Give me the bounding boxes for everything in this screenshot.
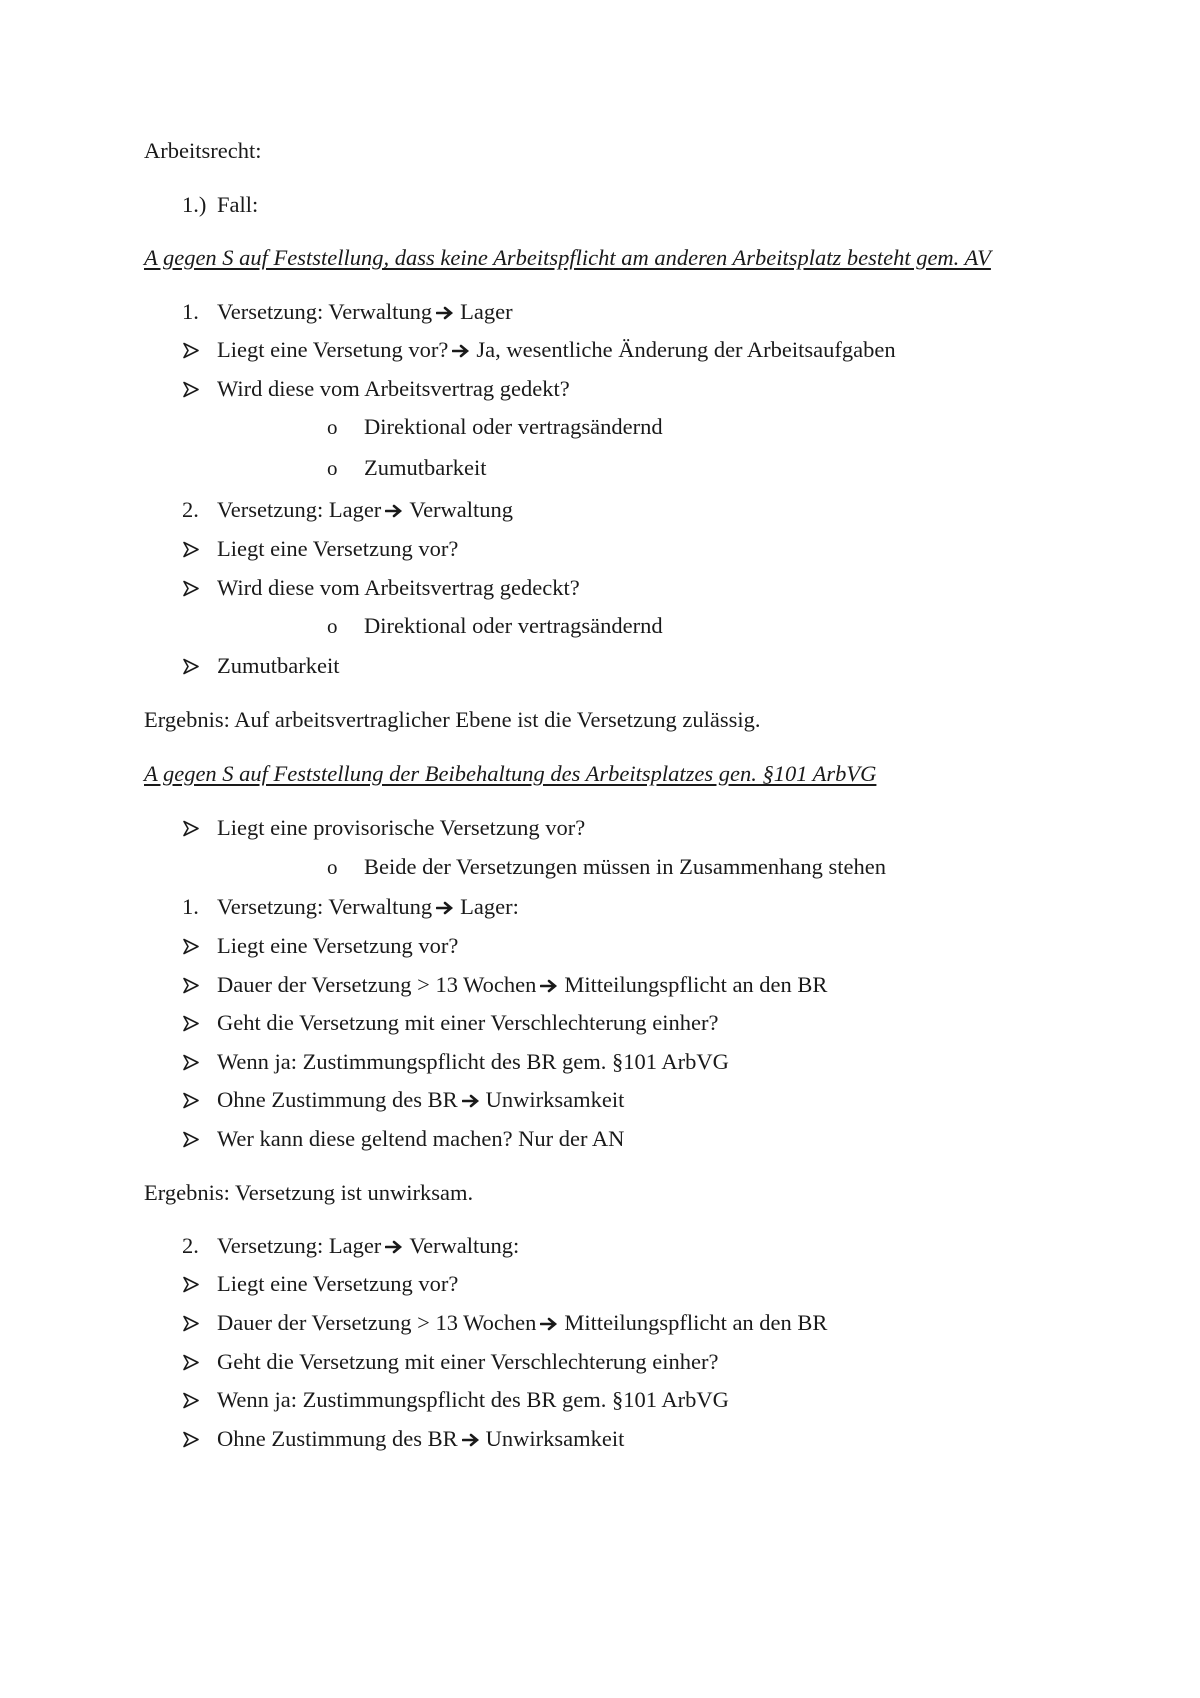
list-item-part: Fall:	[217, 192, 259, 217]
list-item-part: Ohne Zustimmung des BR	[217, 1426, 458, 1451]
bullet-marker	[182, 1085, 202, 1115]
list-item-part: Liegt eine Versetung vor?	[217, 337, 449, 362]
list-item-part: Liegt eine Versetzung vor?	[217, 933, 459, 958]
right-arrow-glyph	[462, 1432, 480, 1448]
list-item-part: Mitteilungspflicht an den BR	[564, 1310, 828, 1335]
sub-bullet-marker: o	[327, 614, 338, 638]
bullet-marker	[182, 970, 202, 1000]
list-item-part: Zumutbarkeit	[217, 653, 340, 678]
right-arrow-icon	[540, 978, 560, 994]
right-arrow-glyph	[385, 503, 403, 519]
document-title: Arbeitsrecht:	[144, 138, 262, 163]
bullet-marker	[182, 1308, 202, 1338]
list-item-text	[217, 573, 580, 603]
bullet-marker	[182, 1047, 202, 1077]
list-number: 1.	[182, 299, 199, 324]
right-arrow-icon	[385, 1239, 405, 1255]
list-item-text	[217, 892, 519, 922]
arrowhead-bullet-icon	[182, 1315, 200, 1332]
list-item-text	[217, 1231, 519, 1261]
list-item-text	[217, 1347, 718, 1377]
bullet-marker	[182, 335, 202, 365]
right-arrow-glyph	[540, 1316, 558, 1332]
list-item-text	[217, 931, 458, 961]
right-arrow-icon	[436, 900, 456, 916]
list-item-part: Verwaltung	[409, 497, 514, 522]
list-item-part: Wird diese vom Arbeitsvertrag gedekt?	[217, 376, 570, 401]
sub-bullet-marker: o	[327, 456, 338, 480]
right-arrow-icon	[452, 343, 472, 359]
right-arrow-icon	[436, 305, 456, 321]
list-item-part: Lager	[460, 299, 513, 324]
list-item-part: Dauer der Versetzung > 13 Wochen	[217, 972, 537, 997]
list-item-text	[217, 495, 513, 525]
arrowhead-bullet-icon	[182, 938, 200, 955]
bullet-marker	[182, 1124, 202, 1154]
list-item-part: Wer kann diese geltend machen? Nur der AN	[217, 1126, 625, 1151]
list-item-part: Direktional oder vertragsändernd	[364, 414, 663, 439]
sub-bullet-marker: o	[327, 855, 338, 879]
bullet-marker	[182, 1385, 202, 1415]
bullet-marker	[182, 1347, 202, 1377]
list-item-part: Versetzung: Verwaltung	[217, 894, 433, 919]
list-item-part: Liegt eine Versetzung vor?	[217, 1271, 459, 1296]
arrowhead-bullet-icon	[182, 1131, 200, 1148]
list-item-text	[217, 374, 570, 404]
list-number: 1.	[182, 894, 199, 919]
list-item-part: Beide der Versetzungen müssen in Zusammenhang stehen	[364, 854, 886, 879]
arrowhead-bullet-icon	[182, 541, 200, 558]
arrowhead-bullet-icon	[182, 381, 200, 398]
bullet-marker	[182, 931, 202, 961]
list-number: 2.	[182, 497, 199, 522]
list-item-part: Verwaltung:	[409, 1233, 520, 1258]
list-item-text	[217, 1085, 624, 1115]
bullet-marker	[182, 573, 202, 603]
list-number: 2.	[182, 1233, 199, 1258]
section-heading: A gegen S auf Feststellung der Beibehaltung des Arbeitsplatzes gen. §101 ArbVG	[144, 761, 877, 786]
right-arrow-glyph	[462, 1093, 480, 1109]
list-item-part: Wird diese vom Arbeitsvertrag gedeckt?	[217, 575, 580, 600]
list-item-part: Ohne Zustimmung des BR	[217, 1087, 458, 1112]
sub-bullet-marker: o	[327, 415, 338, 439]
list-item-text	[217, 1047, 729, 1077]
arrowhead-bullet-icon	[182, 1092, 200, 1109]
list-item-text	[217, 1424, 624, 1454]
arrowhead-bullet-icon	[182, 1392, 200, 1409]
list-item-text	[217, 651, 339, 681]
list-item-part: Unwirksamkeit	[485, 1087, 625, 1112]
list-item-part: Liegt eine Versetzung vor?	[217, 536, 459, 561]
right-arrow-glyph	[385, 1239, 403, 1255]
result-paragraph: Ergebnis: Versetzung ist unwirksam.	[144, 1180, 474, 1205]
right-arrow-glyph	[452, 343, 470, 359]
arrowhead-bullet-icon	[182, 977, 200, 994]
list-item-text	[217, 534, 458, 564]
arrowhead-bullet-icon	[182, 1276, 200, 1293]
right-arrow-icon	[540, 1316, 560, 1332]
list-item-part: Liegt eine provisorische Versetzung vor?	[217, 815, 586, 840]
arrowhead-bullet-icon	[182, 342, 200, 359]
bullet-marker	[182, 534, 202, 564]
list-item-part: Mitteilungspflicht an den BR	[564, 972, 828, 997]
list-item-part: Zumutbarkeit	[364, 455, 487, 480]
list-item-text	[364, 412, 663, 442]
bullet-marker	[182, 374, 202, 404]
list-item-text	[217, 335, 896, 365]
arrowhead-bullet-icon	[182, 580, 200, 597]
right-arrow-glyph	[540, 978, 558, 994]
right-arrow-icon	[385, 503, 405, 519]
right-arrow-icon	[462, 1432, 482, 1448]
right-arrow-glyph	[436, 900, 454, 916]
bullet-marker	[182, 1424, 202, 1454]
arrowhead-bullet-icon	[182, 658, 200, 675]
list-item-part: Direktional oder vertragsändernd	[364, 613, 663, 638]
section-heading: A gegen S auf Feststellung, dass keine Arbeitspflicht am anderen Arbeitsplatz besteht gem. AV	[144, 245, 991, 270]
list-item-part: Ja, wesentliche Änderung der Arbeitsaufgaben	[476, 337, 896, 362]
arrowhead-bullet-icon	[182, 820, 200, 837]
list-item-part: Unwirksamkeit	[485, 1426, 625, 1451]
list-item-part: Versetzung: Lager	[217, 1233, 382, 1258]
list-item-text	[217, 1308, 827, 1338]
list-item-text	[217, 297, 513, 327]
list-item-text	[217, 1385, 729, 1415]
list-item-part: Geht die Versetzung mit einer Verschlechterung einher?	[217, 1349, 719, 1374]
bullet-marker	[182, 1269, 202, 1299]
list-item-text	[217, 970, 827, 1000]
list-item-part: Dauer der Versetzung > 13 Wochen	[217, 1310, 537, 1335]
result-paragraph: Ergebnis: Auf arbeitsvertraglicher Ebene ist die Versetzung zulässig.	[144, 707, 761, 732]
list-item-text	[217, 1124, 624, 1154]
list-item-text	[217, 813, 585, 843]
list-item-part: Lager:	[460, 894, 519, 919]
arrowhead-bullet-icon	[182, 1054, 200, 1071]
bullet-marker	[182, 651, 202, 681]
arrowhead-bullet-icon	[182, 1015, 200, 1032]
list-number: 1.)	[182, 192, 207, 217]
list-item-text	[217, 190, 258, 220]
list-item-text	[364, 852, 886, 882]
arrowhead-bullet-icon	[182, 1354, 200, 1371]
list-item-part: Versetzung: Lager	[217, 497, 382, 522]
list-item-part: Versetzung: Verwaltung	[217, 299, 433, 324]
list-item-text	[217, 1269, 458, 1299]
right-arrow-glyph	[436, 305, 454, 321]
list-item-text	[364, 453, 486, 483]
bullet-marker	[182, 1008, 202, 1038]
list-item-part: Wenn ja: Zustimmungspflicht des BR gem. §101 ArbVG	[217, 1387, 729, 1412]
arrowhead-bullet-icon	[182, 1431, 200, 1448]
list-item-part: Wenn ja: Zustimmungspflicht des BR gem. §101 ArbVG	[217, 1049, 729, 1074]
list-item-text	[217, 1008, 718, 1038]
list-item-text	[364, 611, 663, 641]
list-item-part: Geht die Versetzung mit einer Verschlechterung einher?	[217, 1010, 719, 1035]
right-arrow-icon	[462, 1093, 482, 1109]
bullet-marker	[182, 813, 202, 843]
